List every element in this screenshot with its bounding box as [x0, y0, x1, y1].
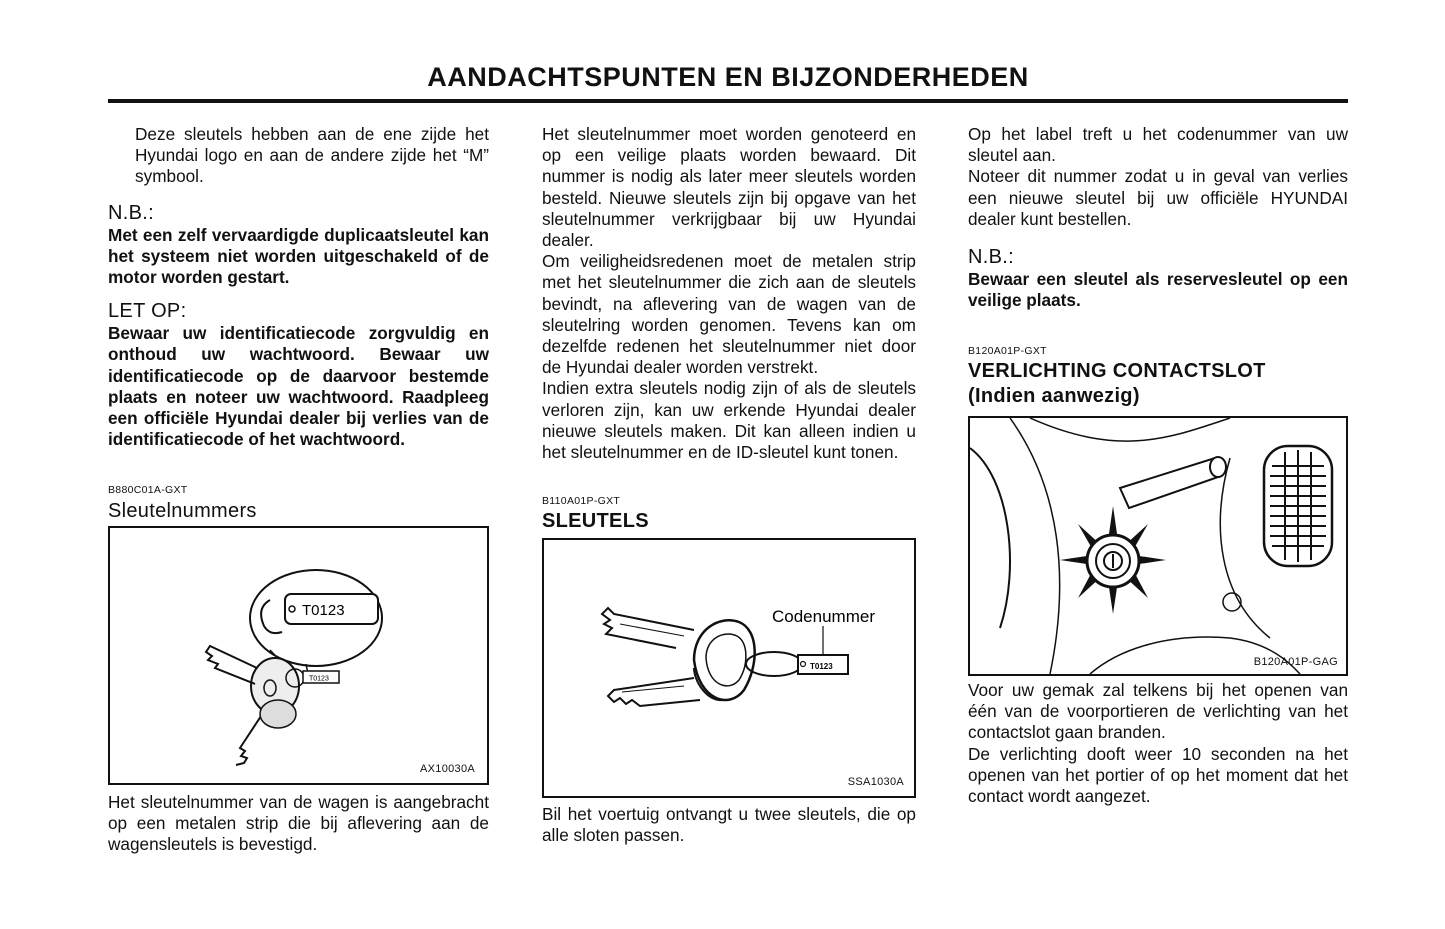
column-2: [542, 124, 916, 533]
letop-heading: LET OP:: [108, 300, 187, 323]
code-number-label: Codenummer: [772, 607, 875, 626]
intro-paragraph: Deze sleutels hebben aan de ene zijde het Hyundai logo en aan de andere zijde het “M” symbool.: [135, 124, 489, 187]
ignition-figure: [968, 416, 1348, 676]
nb-text: Bewaar een sleutel als reservesleutel op een veilige plaats.: [968, 269, 1348, 311]
nb-heading: N.B.:: [108, 201, 154, 224]
ignition-illustration: [970, 418, 1346, 674]
column-3-lower: [968, 680, 1348, 807]
column-3: [968, 124, 1348, 408]
section-heading: Sleutelnummers: [108, 500, 257, 523]
section-heading-2: (Indien aanwezig): [968, 385, 1140, 408]
nb-heading: N.B.:: [968, 246, 1014, 269]
figure-caption: Bil het voertuig ontvangt u twee sleutels, die op alle sloten passen.: [542, 804, 916, 846]
keys-illustration: [110, 528, 487, 783]
keys-tag-figure: [108, 526, 489, 785]
tag-number: T0123: [810, 662, 833, 671]
tag-number-small: T0123: [309, 675, 329, 683]
column-1: [108, 124, 489, 523]
figure-code: AX10030A: [420, 763, 475, 775]
section-code: B880C01A-GXT: [108, 484, 188, 497]
figure-caption: Het sleutelnummer van de wagen is aangebracht op een metalen strip die bij aflevering aan de wagensleutels is bevestigd.: [108, 792, 489, 855]
section-code: B120A01P-GXT: [968, 345, 1047, 358]
figure-code: SSA1030A: [847, 776, 904, 788]
section-heading: SLEUTELS: [542, 510, 649, 533]
keynumber-paragraph: Het sleutelnummer moet worden genoteerd en op een veilige plaats worden bewaard. Dit nummer is nodig als later meer sleutels worden besteld. Nieuwe sleutels zijn bij opgave van het sleutelnummer verkrijgbaar bij uw Hyundai dealer.: [542, 124, 916, 251]
section-heading-1: VERLICHTING CONTACTSLOT: [968, 360, 1266, 383]
figure-code: B120A01P-GAG: [1253, 656, 1338, 668]
lighting-off-paragraph: De verlichting dooft weer 10 seconden na het openen van het portier of op het moment dat het contact wordt aangezet.: [968, 743, 1348, 807]
page-title: AANDACHTSPUNTEN EN BIJZONDERHEDEN: [427, 62, 1029, 92]
two-keys-illustration: [544, 540, 914, 796]
lighting-paragraph: Voor uw gemak zal telkens bij het openen van één van de voorportieren de verlichting van het contactslot gaan branden.: [968, 680, 1348, 743]
tag-number-large: T0123: [302, 602, 345, 619]
label-paragraph: Op het label treft u het codenummer van uw sleutel aan.: [968, 124, 1348, 166]
note-paragraph: Noteer dit nummer zodat u in geval van verlies een nieuwe sleutel bij uw officiële HYUNDAI dealer kunt bestellen.: [968, 166, 1348, 229]
title-rule: [108, 99, 1348, 103]
two-keys-figure: [542, 538, 916, 798]
extra-keys-paragraph: Indien extra sleutels nodig zijn of als de sleutels verloren zijn, kan uw erkende Hyundai dealer nieuwe sleutels maken. Dit kan alleen indien u het sleutelnummer en de ID-sleutel kunt tonen.: [542, 378, 916, 463]
section-code: B110A01P-GXT: [542, 495, 621, 508]
security-paragraph: Om veiligheidsredenen moet de metalen strip met het sleutelnummer die zich aan de sleutels bevindt, na aflevering van de wagen van de sleutelring worden genomen. Tevens kan om dezelfde redenen het sleutelnummer niet door de Hyundai dealer worden verstrekt.: [542, 251, 916, 378]
letop-text: Bewaar uw identificatiecode zorgvuldig en onthoud uw wachtwoord. Bewaar uw identificatiecode op de daarvoor bestemde plaats en noteer uw wachtwoord. Raadpleeg een officiële Hyundai dealer bij verlies van de identificatiecode of het wachtwoord.: [108, 323, 489, 450]
nb-text: Met een zelf vervaardigde duplicaatsleutel kan het systeem niet worden uitgeschakeld of de motor worden gestart.: [108, 224, 489, 288]
